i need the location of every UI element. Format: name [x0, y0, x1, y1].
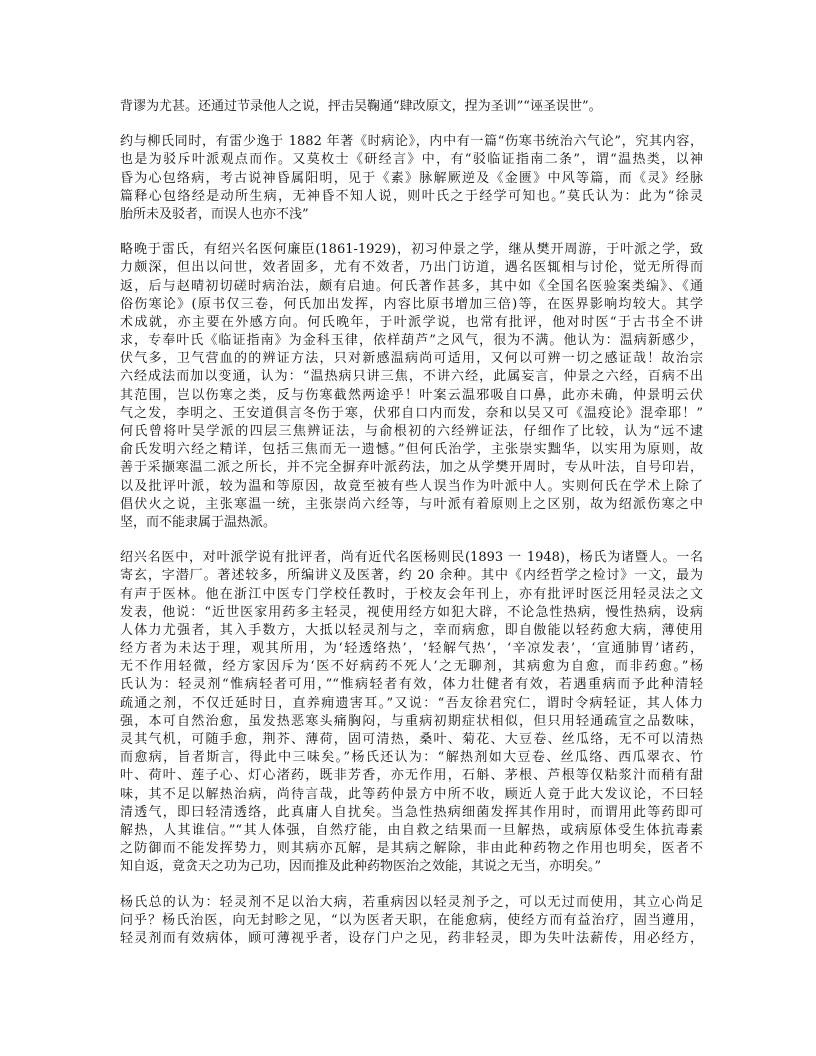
text-line: 疏通之剂，不仅迁延时日，直养痈遗害耳。”又说：“吾友徐君究仁，谓时令病轻证，其人体力 — [120, 695, 703, 711]
text-line: 以及批评叶派，较为温和等原因，故竟至被有些人误当作为叶派中人。实则何氏在学术上除了 — [120, 478, 703, 494]
text-line: 求，专奉叶氏《临证指南》为金科玉律，依样葫芦”之风气，很为不满。他认为：温病新感少， — [120, 333, 703, 349]
text-line: 约与柳氏同时，有雷少逸于 1882 年著《时病论》，内中有一篇“伤寒书统治六气论”，究其内容， — [120, 134, 703, 150]
paragraph — [120, 133, 703, 224]
text-line: 解热，人其谁信。”“其人体强，自然疗能，由自救之结果而一旦解热，或病原体受生体抗毒素 — [120, 822, 703, 838]
text-line: 经方者为未达于理，观其所用，为‘轻透络热’，‘轻解气热’，‘辛凉发表’，‘宣通肺胃’诸药， — [120, 641, 703, 657]
text-line: 味，其不足以解热治病，尚待言哉，此等药仲景方中所不收，顾近人竟于此大发议论，不曰轻 — [120, 786, 703, 802]
text-line: 善于采撷寒温二派之所长，并不完全摒弃叶派药法，加之从学樊开周时，专从叶法，自号印岩， — [120, 460, 703, 476]
text-line: 问乎？杨氏治医，向无封畛之见，“以为医者天职，在能愈病，使经方而有益治疗，固当遵用， — [120, 912, 703, 928]
text-line: 知自返，竟贪天之功为己功，因而推及此种药物医治之效能，其说之无当，亦明矣。” — [120, 859, 602, 875]
text-line: 强，本可自然治愈，虽发热恶寒头痛胸闷，与重病初期症状相似，但只用轻通疏宣之品数味， — [120, 713, 703, 729]
text-line: 力颇深，但出以问世，效者固多，尤有不效者，乃出门访道，遇名医辄相与讨伦，觉无所得而 — [120, 260, 703, 276]
text-line: 清透气，即曰轻清透络，此真庸人自扰矣。当急性热病细菌发挥其作用时，而谓用此等药即可 — [120, 804, 703, 820]
text-line: 伏气多，卫气营血的的辨证方法，只对新感温病尚可适用，又何以可辨一切之感证哉！故治宗 — [120, 351, 703, 367]
text-line: 返，后与赵晴初切磋时病治法，颇有启迪。何氏著作甚多，其中如《全国名医验案类编》、《通 — [120, 278, 703, 294]
text-line: 胎所未及驳者，而误人也亦不浅” — [120, 206, 309, 222]
text-line: 何氏曾将叶吴学派的四层三焦辨证法，与俞根初的六经辨证法，仔细作了比较，认为“远不逮 — [120, 424, 703, 439]
paragraph — [120, 894, 703, 949]
text-line: 而愈病，旨者斯言，得此中三味矣。”杨氏还认为：“解热剂如大豆卷、丝瓜络、西瓜翠衣、竹 — [120, 750, 703, 766]
paragraph — [120, 98, 703, 116]
text-line: 六经成法而加以变通，认为：“温热病只讲三焦，不讲六经，此属妄言，仲景之六经，百病不出 — [120, 369, 703, 385]
text-line: 氏认为：轻灵剂“惟病轻者可用，”“惟病轻者有效，体力壮健者有效，若遇重病而予此种清轻 — [120, 677, 703, 693]
text-line: 昏为心包络病，考古说神昏属阳明，见于《素》脉解厥逆及《金匮》中风等篇，而《灵》经脉 — [120, 170, 703, 186]
text-line: 略晚于雷氏，有绍兴名医何廉臣(1861-1929)，初习仲景之学，继从樊开周游，于叶派之学，致 — [120, 242, 703, 258]
text-line: 人体力尤强者，其入手数方，大抵以轻灵剂与之，幸而病愈，即自傲能以轻药愈大病，薄使用 — [120, 622, 703, 638]
text-line: 俞氏发明六经之精详，包括三焦而无一遗憾。”但何氏治学，主张崇实黜华，以实用为原则，故 — [120, 442, 703, 458]
text-line: 杨氏总的认为：轻灵剂不足以治大病，若重病因以轻灵剂予之，可以无过而使用，其立心尚足 — [120, 894, 703, 910]
text-line: 俗伤寒论》(原书仅三卷，何氏加出发挥，内容比原书增加三倍)等，在医界影响均较大。其学 — [120, 296, 703, 312]
document-body — [120, 98, 703, 965]
text-line: 绍兴名医中，对叶派学说有批评者，尚有近代名医杨则民(1893 一 1948)，杨氏为诸暨人。一名 — [120, 550, 703, 566]
text-line: 坚，而不能隶属于温热派。 — [120, 514, 277, 530]
text-line: 有声于医林。他在浙江中医专门学校任教时，于校友会年刊上，亦有批评时医泛用轻灵法之文 — [120, 586, 703, 602]
text-line: 也是为驳斥叶派观点而作。又莫枚士《研经言》中，有“驳临证指南二条”，谓“温热类，以神 — [120, 152, 703, 168]
text-line: 其范围，岂以伤寒之类，反与伤寒截然两途乎！叶案云温邪吸自口鼻，此亦未确，仲景明云伏 — [120, 387, 703, 403]
text-line: 叶、荷叶、莲子心、灯心渚药，既非芳香，亦无作用，石斛、茅根、芦根等仅粘浆汁而稍有甜 — [120, 768, 703, 784]
text-line: 轻灵剂而有效病体，顾可薄视乎者，设存门户之见，药非轻灵，即为失叶法薪传，用必经方， — [120, 930, 703, 946]
text-line: 之防御而不能发挥势力，则其病亦瓦解，是其病之解除，非由此种药物之作用也明矣，医者不 — [120, 841, 703, 857]
text-line: 灵其气机，可随手愈，荆芥、薄荷，固可清热，桑叶、菊花、大豆卷、丝瓜络，无不可以清热 — [120, 732, 703, 747]
text-line: 倡伏火之说，主张寒温一统，主张崇尚六经等，与叶派有着原则上之区别，故为绍派伤寒之中 — [120, 496, 703, 512]
text-line: 术成就，亦主要在外感方向。何氏晚年，于叶派学说，也常有批评，他对时医“于古书全不讲 — [120, 314, 703, 330]
paragraph — [120, 241, 703, 532]
text-line: 背谬为尤甚。还通过节录他人之说，抨击吴鞠通“肆改原文，捏为圣训”“诬圣误世”。 — [120, 99, 602, 114]
text-line: 篇释心包络经是动所生病，无神昏不知人说，则叶氏之于经学可知也。”莫氏认为：此为“徐灵 — [120, 188, 703, 204]
text-line: 发表，他说：“近世医家用药多主轻灵，视使用经方如犯大辟，不论急性热病，慢性热病，设病 — [120, 604, 703, 620]
text-line: 寄玄，字潜厂。著述较多，所编讲义及医著，约 20 余种。其中《内经哲学之检讨》一文，最为 — [120, 568, 703, 584]
text-line: 气之发，李明之、王安道俱言冬伤于寒，伏邪自口内而发，奈和以吴又可《温疫论》混牵耶！” — [120, 405, 703, 421]
text-line: 无不作用轻微，经方家因斥为‘医不好病药不死人’之无聊剂，其病愈为自愈，而非药愈。”杨 — [120, 659, 703, 675]
paragraph — [120, 549, 703, 876]
